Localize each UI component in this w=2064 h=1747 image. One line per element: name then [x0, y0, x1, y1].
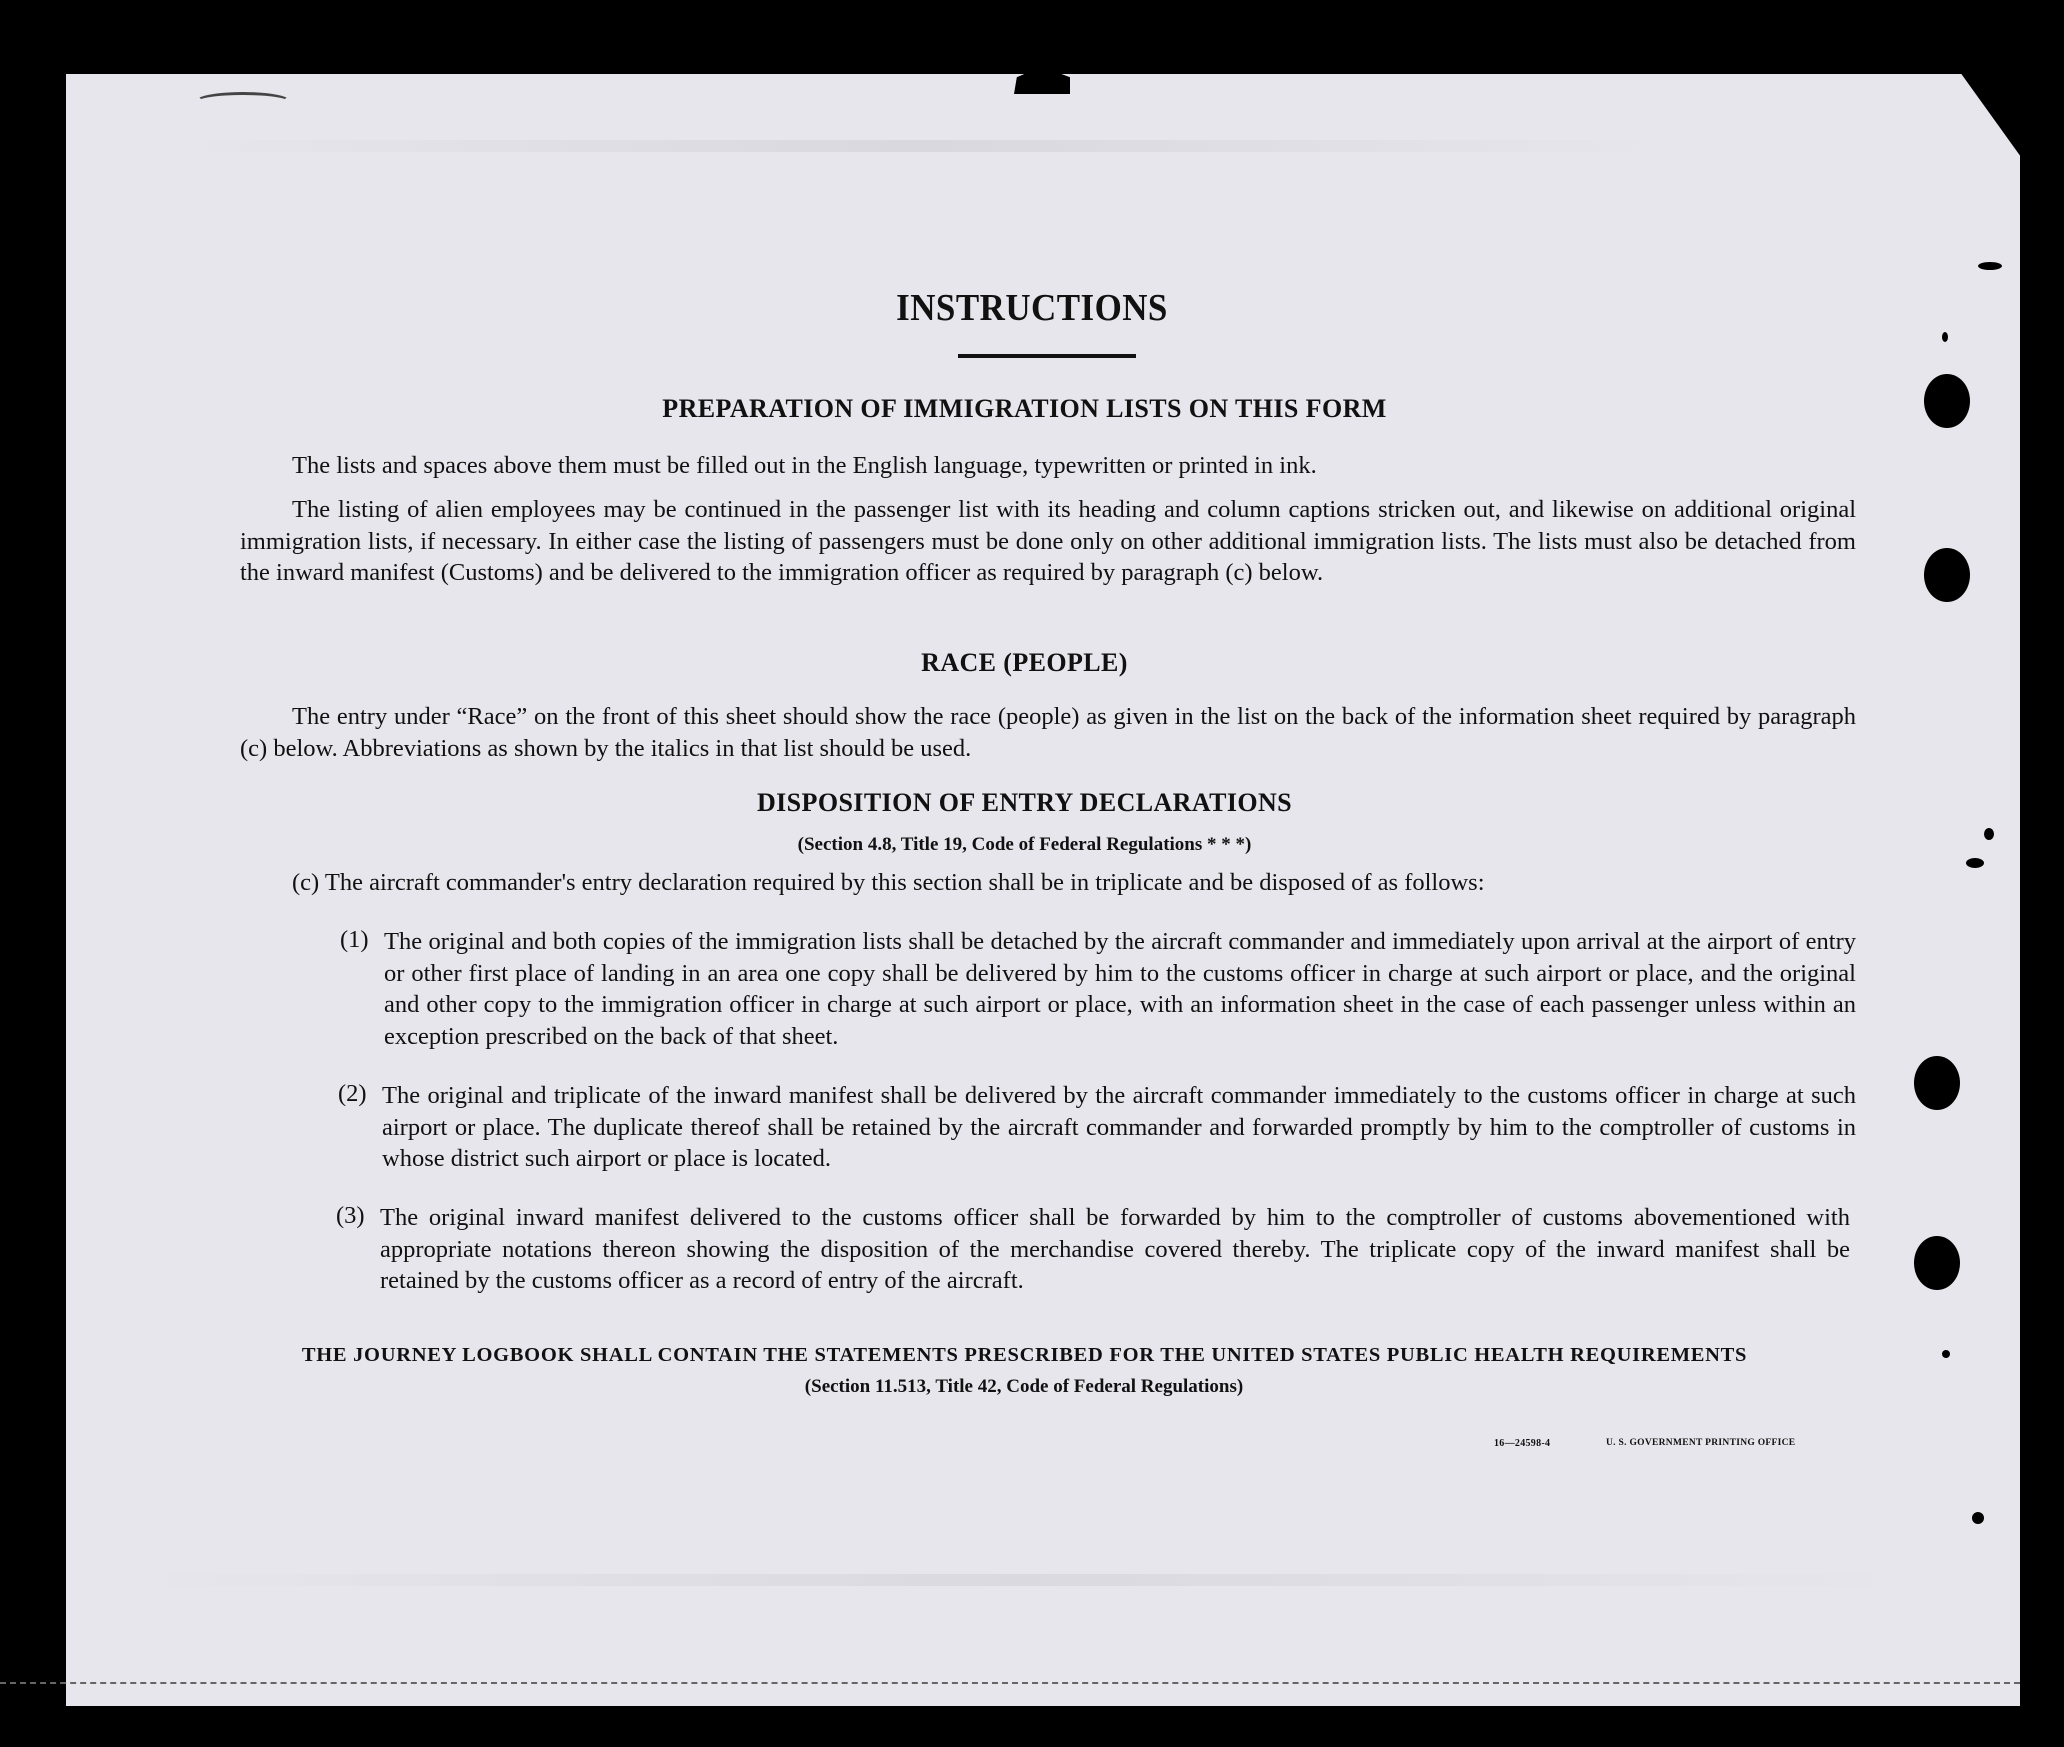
show-through-text	[120, 1574, 1920, 1586]
ink-speck	[1978, 262, 2002, 270]
punch-hole	[1914, 1056, 1960, 1110]
item-text-3: The original inward manifest delivered to the customs officer shall be forwarded by him to the comptroller of customs abovementioned with appropriate notations thereon showing the disposition of the merchandise covered thereby. The triplicate copy of the inward manifest shall be retained by the customs officer as a record of entry of the aircraft.	[380, 1204, 1850, 1294]
section-heading-race: RACE (PEOPLE)	[921, 648, 1128, 677]
printer-imprint: U. S. GOVERNMENT PRINTING OFFICE	[1606, 1438, 1796, 1448]
item-text-1: The original and both copies of the immigration lists shall be detached by the aircraft commander and immediately upon arrival at the airport of entry or other first place of landing in an area one copy shall be delivered by him to the customs officer in charge at such airport or place, and the original and other copy to the immigration officer in charge at such airport or place, with an information sheet in the case of each passenger unless within an exception prescribed on the back of that sheet.	[384, 928, 1856, 1050]
ink-speck	[1972, 1512, 1984, 1524]
disposition-citation: (Section 4.8, Title 19, Code of Federal Regulations * * *)	[797, 834, 1252, 855]
page-title: INSTRUCTIONS	[896, 287, 1168, 329]
show-through-text	[170, 140, 1670, 152]
public-health-statement: THE JOURNEY LOGBOOK SHALL CONTAIN THE STATEMENTS PRESCRIBED FOR THE UNITED STATES PUBLIC HEALTH REQUIREMENTS	[301, 1344, 1748, 1366]
title-underline	[958, 354, 1136, 358]
perforation-line	[0, 1682, 2020, 1684]
form-number: 16—24598-4	[1494, 1438, 1551, 1449]
punch-hole	[1924, 548, 1970, 602]
paragraph-preparation-1: The lists and spaces above them must be filled out in the English language, typewritten or printed in ink.	[292, 452, 1317, 479]
item-number-2: (2)	[338, 1080, 367, 1107]
disposition-intro: (c) The aircraft commander's entry declaration required by this section shall be in triplicate and be disposed of as follows:	[292, 869, 1485, 896]
paragraph-preparation-2: The listing of alien employees may be continued in the passenger list with its heading and column captions stricken out, and likewise on additional original immigration lists, if necessary. In either case the listing of passengers must be done only on other additional immigration lists. The lists must also be detached from the inward manifest (Customs) and be delivered to the immigration officer as required by paragraph (c) below.	[240, 496, 1856, 586]
pencil-mark	[194, 92, 292, 112]
item-text-2: The original and triplicate of the inward manifest shall be delivered by the aircraft commander immediately to the customs officer in charge at such airport or place. The duplicate thereof shall be retained by the aircraft commander and forwarded promptly by him to the comptroller of customs in whose district such airport or place is located.	[382, 1082, 1856, 1172]
item-number-3: (3)	[336, 1202, 365, 1229]
item-number-1: (1)	[340, 926, 369, 953]
ink-speck	[1942, 332, 1948, 342]
punch-hole	[1914, 1236, 1960, 1290]
section-heading-preparation: PREPARATION OF IMMIGRATION LISTS ON THIS FORM	[662, 394, 1387, 423]
section-heading-disposition: DISPOSITION OF ENTRY DECLARATIONS	[756, 788, 1293, 817]
paragraph-race: The entry under “Race” on the front of this sheet should show the race (people) as given in the list on the back of the information sheet required by paragraph (c) below. Abbreviations as shown by the italics in that list should be used.	[240, 703, 1856, 762]
public-health-citation: (Section 11.513, Title 42, Code of Federal Regulations)	[804, 1376, 1244, 1397]
ink-speck	[1966, 858, 1984, 868]
staple-mark	[1014, 38, 1070, 94]
